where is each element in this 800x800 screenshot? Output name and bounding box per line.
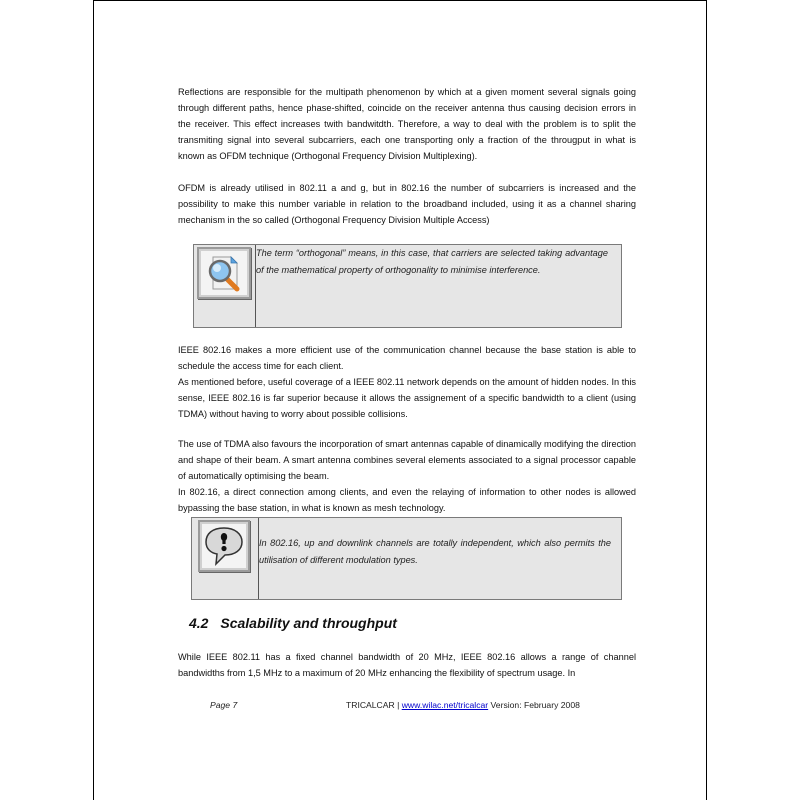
footer-page-number: Page 7 — [210, 700, 238, 710]
paragraph-text: The use of TDMA also favours the incorporation of smart antennas capable of dinamically modifying the direction and shape of their beam. A smart antenna combines several elements associated to a signal processor capable of automatically optimising the beam. — [178, 439, 636, 481]
note-icon-frame — [198, 520, 250, 572]
paragraph-ofdm-intro — [178, 84, 636, 164]
note-text: The term “orthogonal” means, in this case, that carriers are selected taking advantage of the mathematical property of orthogonality to minimise interference. — [256, 248, 608, 275]
section-heading — [189, 615, 397, 631]
note-box-orthogonal — [193, 244, 622, 328]
magnifier-document-icon — [199, 249, 249, 297]
paragraph-efficiency — [178, 342, 636, 422]
footer-project: TRICALCAR | — [346, 700, 402, 710]
paragraph-text: OFDM is already utilised in 802.11 a and g, but in 802.16 the number of subcarriers is increased and the possibility to make this number variable in relation to the broadband included, using it as a channel sharing mechanism in the so called (Orthogonal Frequency Division Multiple Access) — [178, 183, 636, 225]
paragraph-ofdma — [178, 180, 636, 228]
section-number: 4.2 — [189, 615, 209, 631]
footer-info — [346, 700, 580, 710]
note-box-uplink — [191, 517, 622, 600]
exclamation-speech-bubble-icon — [200, 522, 248, 570]
note-text: In 802.16, up and downlink channels are totally independent, which also permits the utilisation of different modulation types. — [259, 538, 611, 565]
paragraph-text: In 802.16, a direct connection among clients, and even the relaying of information to other nodes is allowed bypassing the base station, in what is known as mesh technology. — [178, 487, 636, 513]
paragraph-scalability — [178, 649, 636, 681]
note-icon-frame — [197, 247, 251, 299]
paragraph-text: IEEE 802.16 makes a more efficient use of the communication channel because the base station is able to schedule the access time for each client. — [178, 345, 636, 371]
paragraph-text: As mentioned before, useful coverage of a IEEE 802.11 network depends on the amount of hidden nodes. In this sense, IEEE 802.16 is far superior because it allows the assignement of a specific bandwidth to a client (using TDMA) without having to worry about possible collisions. — [178, 377, 636, 419]
paragraph-tdma — [178, 436, 636, 516]
section-title: Scalability and throughput — [220, 615, 397, 631]
paragraph-text: While IEEE 802.11 has a fixed channel bandwidth of 20 MHz, IEEE 802.16 allows a range of channel bandwidths from 1,5 MHz to a maximum of 20 MHz enhancing the flexibility of spectrum usage. In — [178, 652, 636, 678]
paragraph-text: Reflections are responsible for the multipath phenomenon by which at a given moment several signals going through different paths, hence phase-shifted, coincide on the receiver antenna thus causing decision errors in the receiver. This effect increases twith bandwitdth. Therefore, a way to deal with the problem is to split the transmiting signal into several subcarriers, each one transporting only a fraction of the througput in what is known as OFDM technique (Orthogonal Frequency Division Multiplexing). — [178, 87, 636, 161]
footer-link[interactable]: www.wilac.net/tricalcar — [401, 700, 489, 710]
footer-version: Version: February 2008 — [488, 700, 580, 710]
